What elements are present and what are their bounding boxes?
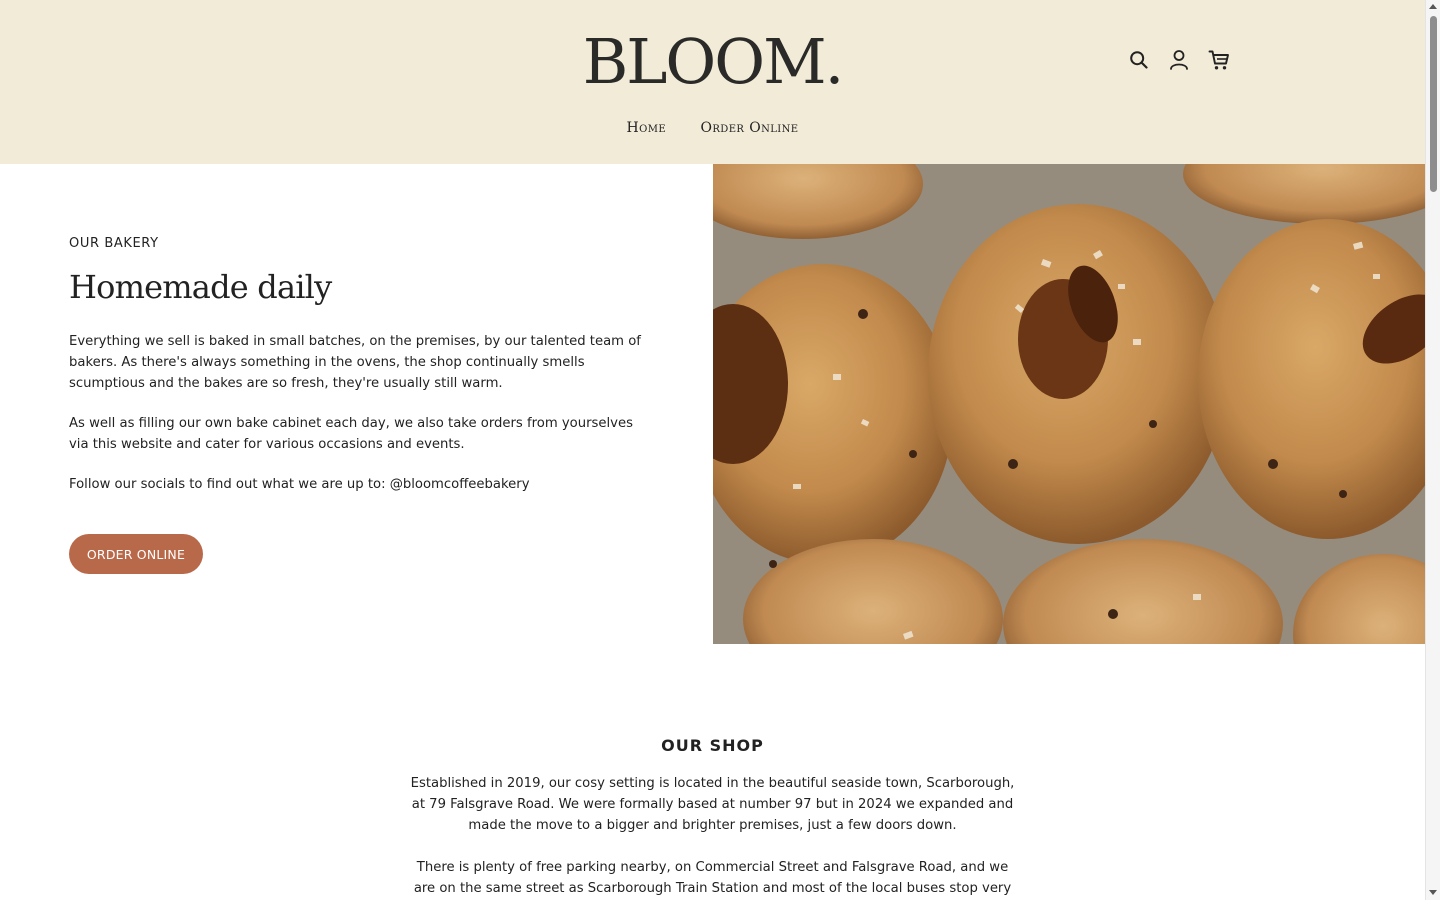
- search-icon[interactable]: [1126, 47, 1152, 73]
- scroll-up-arrow-icon[interactable]: [1429, 4, 1437, 9]
- nav-order-online[interactable]: Order Online: [700, 120, 799, 136]
- account-icon[interactable]: [1166, 47, 1192, 73]
- bakery-paragraph: Follow our socials to find out what we are up to: @bloomcoffeebakery: [69, 477, 530, 492]
- shop-title: OUR SHOP: [661, 736, 764, 755]
- bakery-section: [69, 236, 649, 495]
- site-header: [0, 0, 1425, 164]
- bakery-headline: Homemade daily: [69, 268, 332, 306]
- scroll-down-arrow-icon[interactable]: [1429, 890, 1437, 895]
- page-scrollbar[interactable]: [1425, 0, 1440, 900]
- bakery-eyebrow: OUR BAKERY: [69, 236, 159, 251]
- main-nav: [0, 120, 1425, 136]
- nav-home[interactable]: Home: [626, 120, 667, 136]
- cart-icon[interactable]: [1206, 47, 1232, 73]
- header-icons: [1126, 46, 1232, 74]
- cookies-photo: [713, 164, 1425, 644]
- bakery-paragraph: Everything we sell is baked in small batches, on the premises, by our talented team of bakers. As there's always something in the ovens, the shop continually smells scumptious and the bakes are so fresh, they're usually still warm.: [69, 334, 641, 391]
- shop-section: [405, 736, 1020, 899]
- site-logo[interactable]: BLOOM.: [582, 25, 843, 98]
- order-online-button[interactable]: ORDER ONLINE: [69, 534, 203, 574]
- scroll-thumb[interactable]: [1430, 16, 1437, 192]
- bakery-paragraph: As well as filling our own bake cabinet each day, we also take orders from yourselves via this website and cater for various occasions and events.: [69, 416, 633, 452]
- shop-paragraph: There is plenty of free parking nearby, on Commercial Street and Falsgrave Road, and we are on the same street as Scarborough Train Station and most of the local buses stop very: [413, 860, 1012, 896]
- cookies-image: [713, 164, 1425, 644]
- shop-paragraph: Established in 2019, our cosy setting is located in the beautiful seaside town, Scarborough, at 79 Falsgrave Road. We were formally based at number 97 but in 2024 we expanded and made the move to a bigger and brighter premises, just a few doors down.: [410, 776, 1015, 833]
